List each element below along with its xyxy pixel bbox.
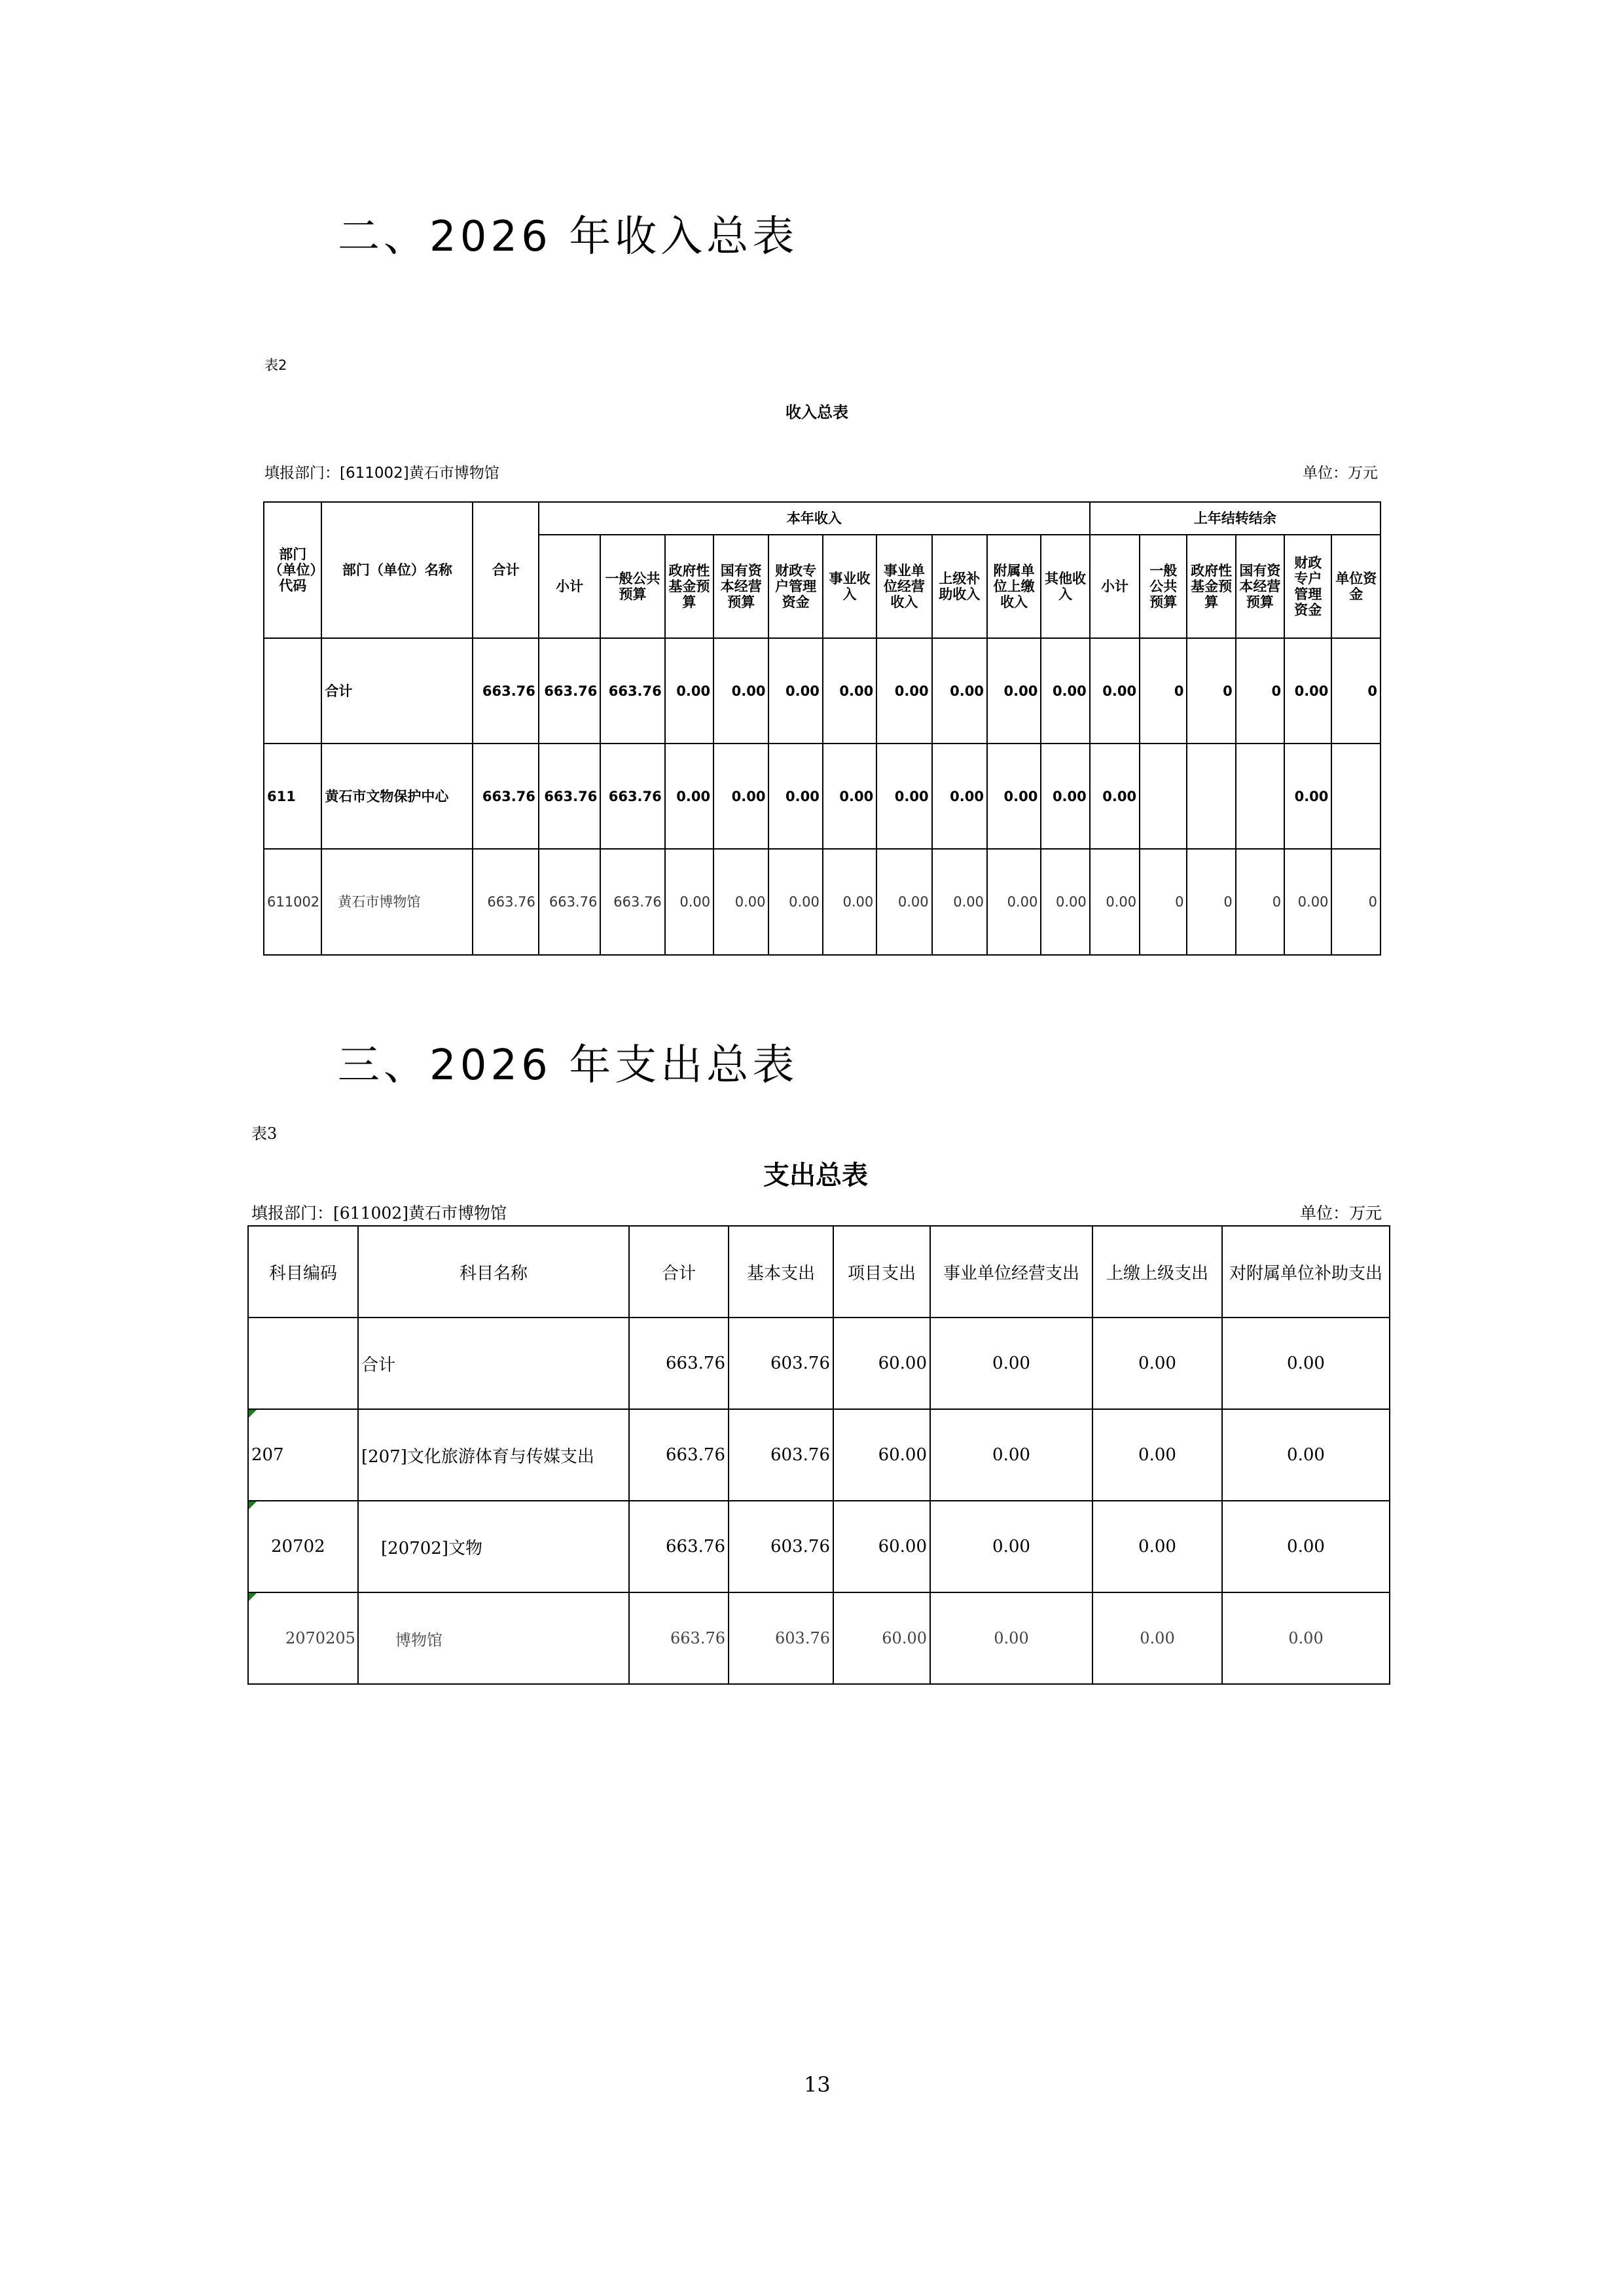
cell: 0 (1331, 638, 1380, 744)
col-header: 事业收入 (823, 535, 876, 638)
cell (1187, 744, 1235, 849)
section3-title: 三、2026 年支出总表 (338, 1041, 799, 1090)
cell: 0 (1187, 849, 1235, 955)
col-header: 事业单位经营收入 (876, 535, 931, 638)
cell: [20702]文物 (358, 1501, 629, 1592)
cell (1331, 744, 1380, 849)
cell: 合计 (358, 1318, 629, 1409)
cell (1140, 744, 1187, 849)
table-row (264, 849, 1380, 955)
col-header-operating: 事业单位经营支出 (930, 1226, 1092, 1318)
income-table (263, 501, 1381, 956)
cell: 611002 (264, 849, 321, 955)
cell: 663.76 (600, 638, 664, 744)
col-header: 财政专户管理资金 (1284, 535, 1331, 638)
cell: 0.00 (1092, 1501, 1222, 1592)
cell: 663.76 (473, 744, 538, 849)
cell: 60.00 (833, 1592, 930, 1684)
cell: 663.76 (629, 1501, 729, 1592)
cell: 0.00 (665, 638, 713, 744)
table3-title: 支出总表 (763, 1160, 868, 1191)
col-header: 其他收入 (1041, 535, 1089, 638)
cell: 0.00 (930, 1592, 1092, 1684)
cell: 0.00 (1090, 638, 1140, 744)
cell: 60.00 (833, 1318, 930, 1409)
cell: 663.76 (473, 638, 538, 744)
cell: 603.76 (729, 1409, 833, 1501)
cell: 0.00 (823, 638, 876, 744)
cell: 0.00 (1090, 744, 1140, 849)
cell: 0.00 (1092, 1318, 1222, 1409)
cell: 0.00 (1092, 1409, 1222, 1501)
table-row (264, 744, 1380, 849)
cell: 0 (1236, 638, 1284, 744)
cell: 60.00 (833, 1409, 930, 1501)
cell: 663.76 (539, 849, 600, 955)
cell: 0.00 (823, 744, 876, 849)
table2-unit: 单位：万元 (1303, 465, 1378, 482)
cell: 0.00 (1222, 1318, 1390, 1409)
col-header: 一般公共预算 (600, 535, 664, 638)
cell (248, 1318, 358, 1409)
cell: 0.00 (932, 744, 987, 849)
cell: 0.00 (987, 638, 1041, 744)
table-row (248, 1409, 1390, 1501)
cell: 0 (1187, 638, 1235, 744)
col-header-project: 项目支出 (833, 1226, 930, 1318)
col-header-subsidy: 对附属单位补助支出 (1222, 1226, 1390, 1318)
col-header: 国有资本经营预算 (713, 535, 768, 638)
col-header: 国有资本经营预算 (1236, 535, 1284, 638)
col-header-total: 合计 (629, 1226, 729, 1318)
cell: 2070205 (248, 1592, 358, 1684)
col-header-name: 部门（单位）名称 (321, 502, 473, 638)
col-header-name: 科目名称 (358, 1226, 629, 1318)
cell: 20702 (248, 1501, 358, 1592)
cell: 0.00 (1090, 849, 1140, 955)
cell: 0.00 (768, 638, 822, 744)
cell (1236, 744, 1284, 849)
page-number: 13 (804, 2072, 831, 2097)
cell: 0.00 (1041, 849, 1089, 955)
table-row (264, 638, 1380, 744)
col-header: 财政专户管理资金 (768, 535, 822, 638)
table3-number: 表3 (251, 1124, 278, 1143)
col-header: 上级补助收入 (932, 535, 987, 638)
table2-title: 收入总表 (785, 403, 848, 422)
col-header-remit: 上缴上级支出 (1092, 1226, 1222, 1318)
cell: 0.00 (1284, 638, 1331, 744)
cell: 0.00 (768, 849, 822, 955)
cell: 0.00 (1041, 638, 1089, 744)
cell: [207]文化旅游体育与传媒支出 (358, 1409, 629, 1501)
table-row (248, 1318, 1390, 1409)
cell: 0.00 (665, 849, 713, 955)
cell: 0.00 (1041, 744, 1089, 849)
cell: 663.76 (473, 849, 538, 955)
cell: 0.00 (930, 1318, 1092, 1409)
cell: 663.76 (600, 744, 664, 849)
cell: 663.76 (539, 638, 600, 744)
cell: 0.00 (932, 638, 987, 744)
cell: 603.76 (729, 1318, 833, 1409)
cell: 603.76 (729, 1592, 833, 1684)
cell: 0.00 (1222, 1501, 1390, 1592)
col-header: 政府性基金预算 (1187, 535, 1235, 638)
cell: 0.00 (713, 744, 768, 849)
cell: 0.00 (665, 744, 713, 849)
cell: 0 (1140, 638, 1187, 744)
cell: 0.00 (1222, 1409, 1390, 1501)
section2-title: 二、2026 年收入总表 (338, 213, 799, 261)
cell: 0 (1331, 849, 1380, 955)
cell: 0 (1140, 849, 1187, 955)
cell: 207 (248, 1409, 358, 1501)
cell: 0.00 (713, 638, 768, 744)
table3-unit: 单位：万元 (1300, 1204, 1382, 1223)
expense-table (247, 1225, 1390, 1685)
col-header: 小计 (539, 535, 600, 638)
cell: 0 (1236, 849, 1284, 955)
cell: 60.00 (833, 1501, 930, 1592)
cell: 663.76 (629, 1318, 729, 1409)
col-header: 附属单位上缴收入 (987, 535, 1041, 638)
cell: 0.00 (876, 849, 931, 955)
col-header: 政府性基金预算 (665, 535, 713, 638)
cell: 0.00 (987, 744, 1041, 849)
cell: 0.00 (713, 849, 768, 955)
cell: 0.00 (1284, 849, 1331, 955)
cell: 603.76 (729, 1501, 833, 1592)
cell: 0.00 (768, 744, 822, 849)
cell: 博物馆 (358, 1592, 629, 1684)
cell: 黄石市博物馆 (321, 849, 473, 955)
table2-number: 表2 (264, 357, 287, 373)
cell: 0.00 (823, 849, 876, 955)
cell: 0.00 (987, 849, 1041, 955)
cell (264, 638, 321, 744)
cell: 611 (264, 744, 321, 849)
cell: 663.76 (629, 1409, 729, 1501)
cell: 663.76 (600, 849, 664, 955)
table-row (248, 1501, 1390, 1592)
cell: 0.00 (1284, 744, 1331, 849)
col-header-total: 合计 (473, 502, 538, 638)
table-row (248, 1592, 1390, 1684)
table2-dept: 填报部门：[611002]黄石市博物馆 (264, 465, 499, 482)
cell: 0.00 (930, 1501, 1092, 1592)
cell: 663.76 (539, 744, 600, 849)
table3-dept: 填报部门：[611002]黄石市博物馆 (251, 1204, 507, 1223)
group-header-current: 本年收入 (539, 502, 1090, 535)
cell: 0.00 (1092, 1592, 1222, 1684)
col-header-code: 部门（单位）代码 (264, 502, 321, 638)
col-header-basic: 基本支出 (729, 1226, 833, 1318)
col-header: 一般公共预算 (1140, 535, 1187, 638)
cell: 0.00 (932, 849, 987, 955)
cell: 0.00 (876, 744, 931, 849)
group-header-prior: 上年结转结余 (1090, 502, 1380, 535)
col-header-code: 科目编码 (248, 1226, 358, 1318)
cell: 黄石市文物保护中心 (321, 744, 473, 849)
cell: 0.00 (876, 638, 931, 744)
cell: 663.76 (629, 1592, 729, 1684)
col-header: 小计 (1090, 535, 1140, 638)
cell: 合计 (321, 638, 473, 744)
cell: 0.00 (1222, 1592, 1390, 1684)
col-header: 单位资金 (1331, 535, 1380, 638)
cell: 0.00 (930, 1409, 1092, 1501)
